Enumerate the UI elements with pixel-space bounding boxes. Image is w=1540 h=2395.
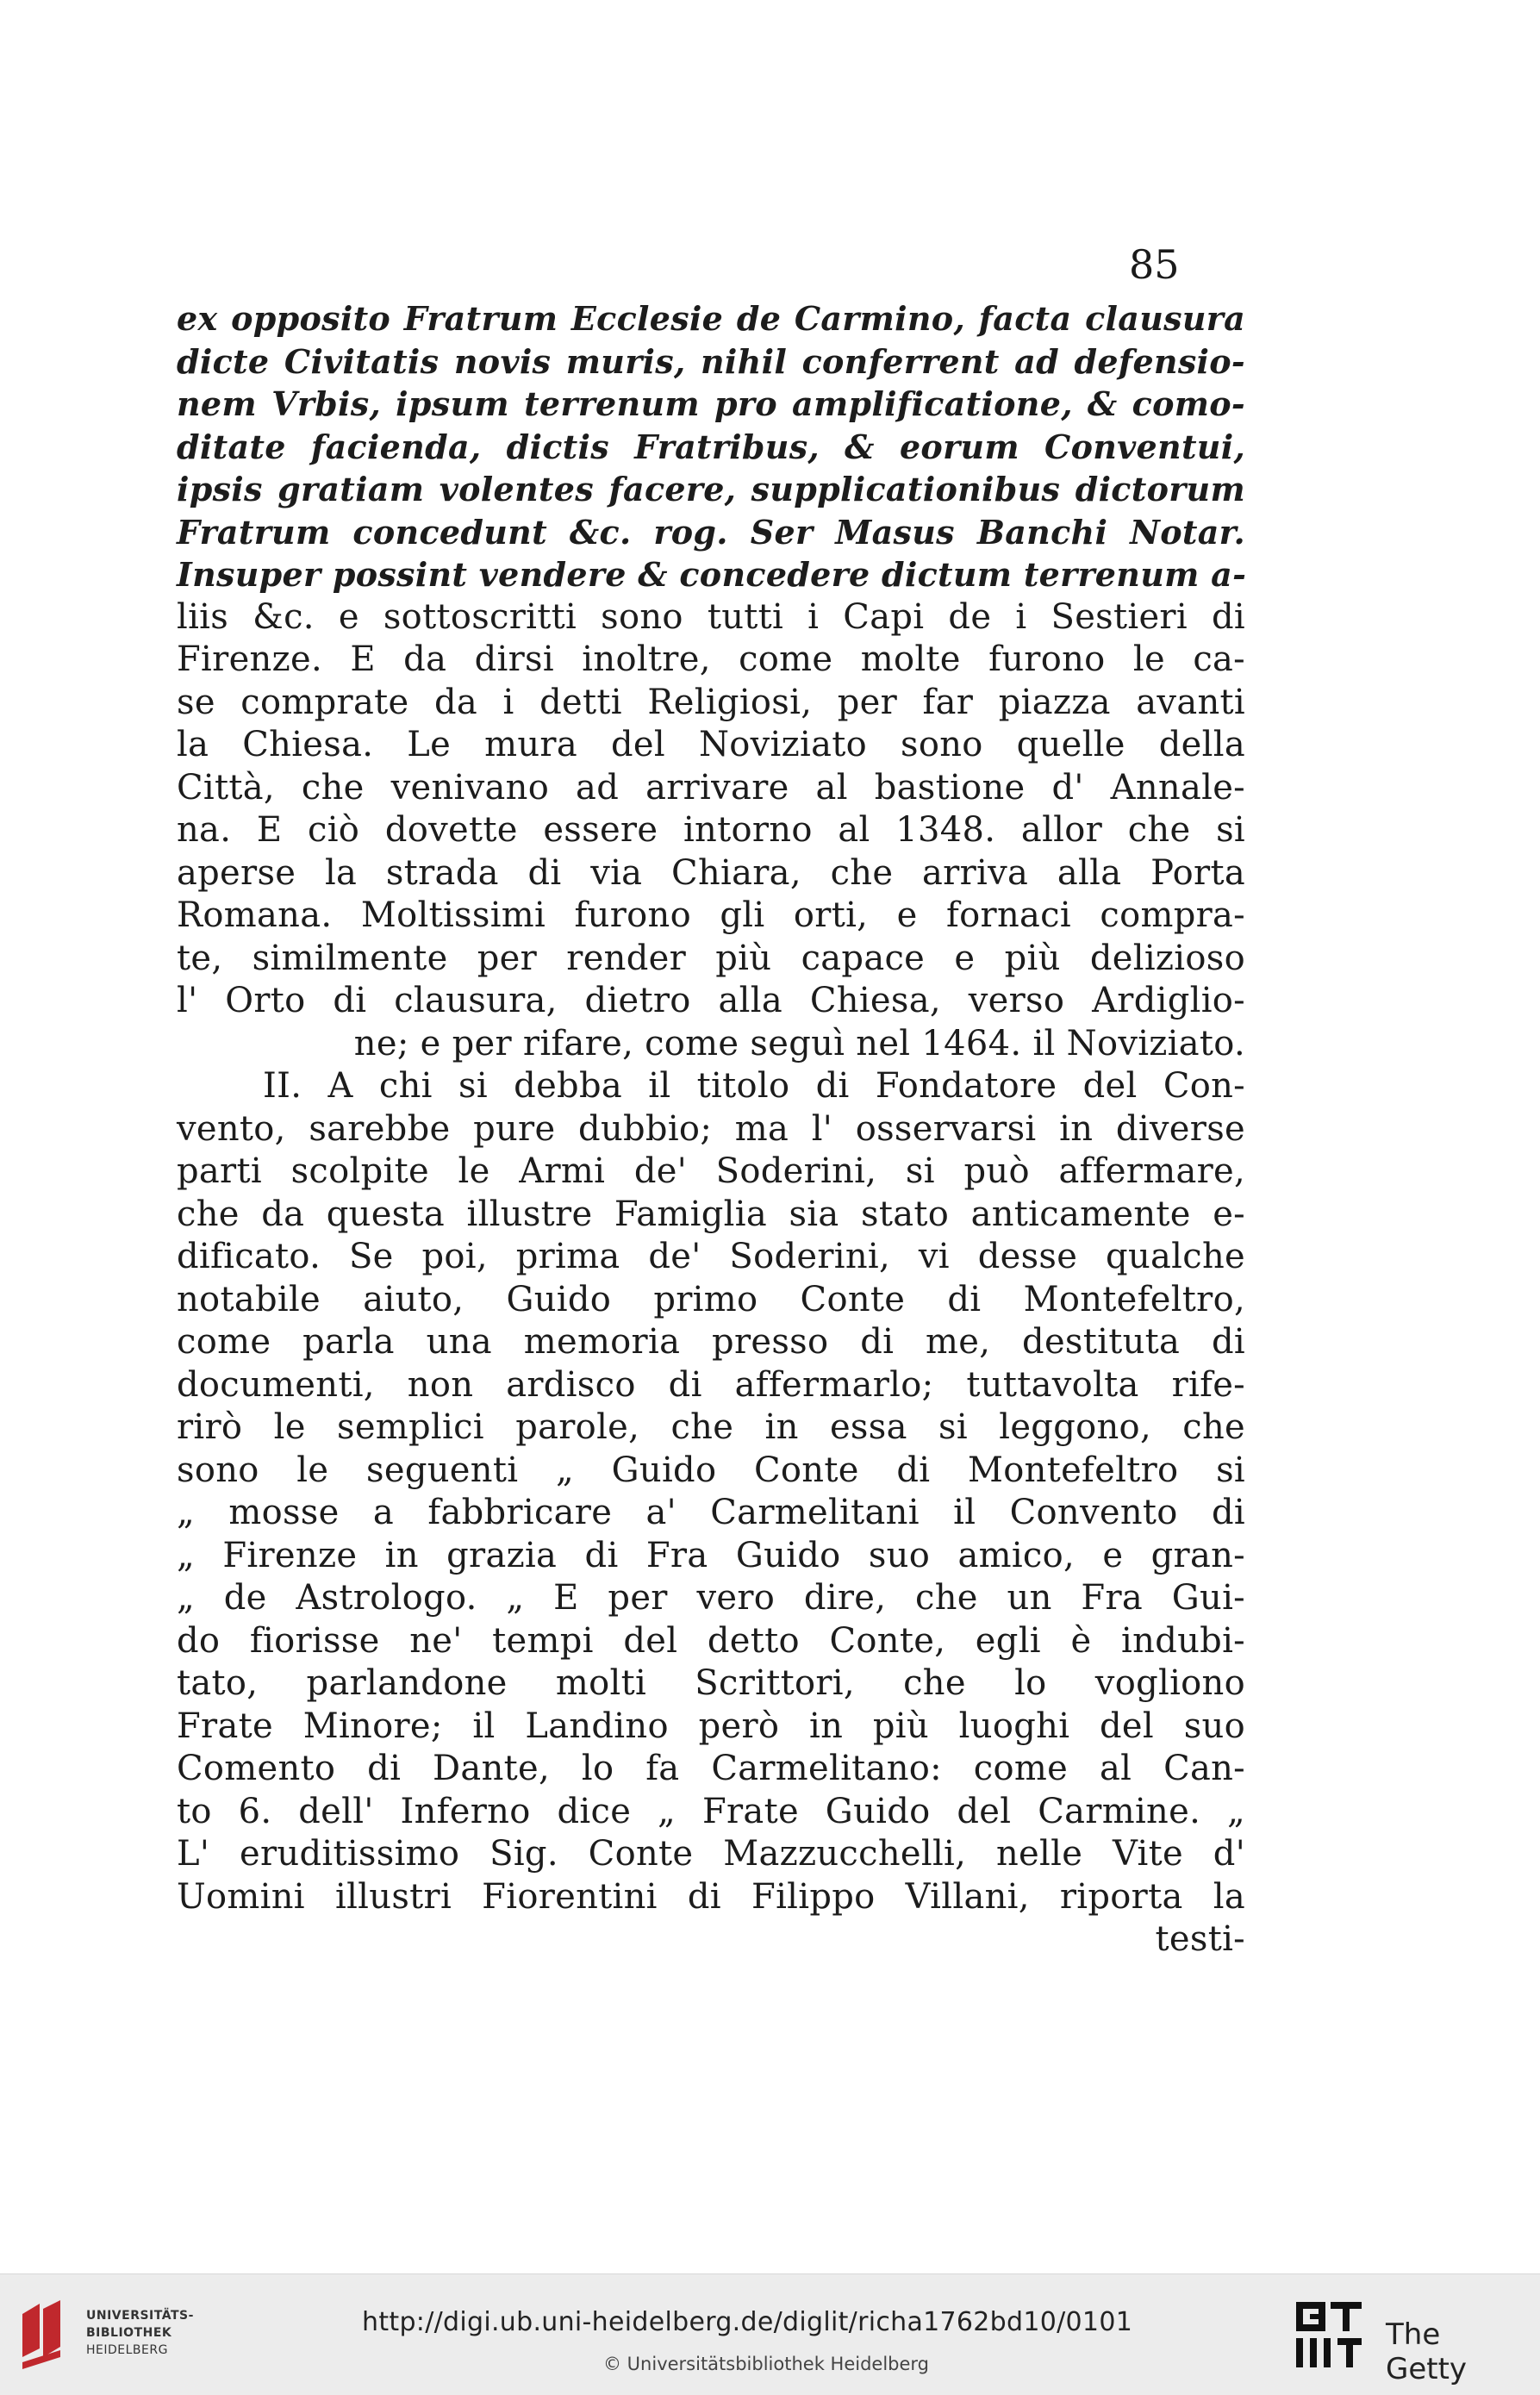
text-line: la Chiesa. Le mura del Noviziato sono quelle della bbox=[177, 725, 1245, 764]
text-line: Fratrum concedunt &c. rog. Ser Masus Banchi Notar. bbox=[177, 512, 1245, 552]
page-number: 85 bbox=[1129, 241, 1180, 288]
text-line: L' eruditissimo Sig. Conte Mazzucchelli, nelle Vite d' bbox=[177, 1834, 1245, 1874]
text-line: nem Vrbis, ipsum terrenum pro amplificatione, & como- bbox=[177, 384, 1245, 423]
text-line: Insuper possint vendere & concedere dictum terrenum a- bbox=[177, 555, 1247, 594]
ub-heidelberg-logo-text bbox=[86, 2307, 194, 2359]
text-line: Comento di Dante, lo fa Carmelitano: come al Can- bbox=[177, 1749, 1245, 1788]
text-line: „ de Astrologo. „ E per vero dire, che un Fra Gui- bbox=[177, 1578, 1245, 1618]
text-line: parti scolpite le Armi de' Soderini, si può affermare, bbox=[177, 1151, 1245, 1191]
text-line: Città, che venivano ad arrivare al bastione d' Annale- bbox=[177, 767, 1245, 808]
text-line: Firenze. E da dirsi inoltre, come molte furono le ca- bbox=[177, 639, 1245, 679]
logo-line-3: HEIDELBERG bbox=[86, 2343, 168, 2357]
text-line: se comprate da i detti Religiosi, per far piazza avanti bbox=[177, 682, 1245, 722]
text-line: na. E ciò dovette essere intorno al 1348. allor che si bbox=[177, 810, 1245, 850]
text-line: dificato. Se poi, prima de' Soderini, vi desse qualche bbox=[177, 1237, 1245, 1276]
text-line: Uomini illustri Fiorentini di Filippo Villani, riporta la bbox=[177, 1876, 1245, 1917]
text-line: to 6. dell' Inferno dice „ Frate Guido del Carmine. „ bbox=[177, 1791, 1245, 1831]
text-line: tato, parlandone molti Scrittori, che lo vogliono bbox=[177, 1663, 1245, 1703]
text-line: notabile aiuto, Guido primo Conte di Montefeltro, bbox=[177, 1279, 1245, 1319]
text-line: te, similmente per render più capace e più delizioso bbox=[177, 938, 1245, 978]
text-line: „ mosse a fabbricare a' Carmelitani il Convento di bbox=[177, 1493, 1245, 1532]
text-line: come parla una memoria presso di me, destituta di bbox=[177, 1322, 1245, 1362]
text-line: Frate Minore; il Landino però in più luoghi del suo bbox=[177, 1706, 1245, 1746]
getty-logo[interactable] bbox=[1293, 2298, 1525, 2386]
text-line: testi- bbox=[1155, 1919, 1245, 1959]
text-line: „ Firenze in grazia di Fra Guido suo amico, e gran- bbox=[177, 1535, 1245, 1575]
text-line: dicte Civitatis novis muris, nihil conferrent ad defensio- bbox=[177, 341, 1245, 381]
text-line: Romana. Moltissimi furono gli orti, e fornaci compra- bbox=[177, 895, 1245, 935]
page-url-link[interactable]: http://digi.ub.uni-heidelberg.de/diglit/richa1762bd10/0101 bbox=[362, 2307, 1133, 2337]
text-line: ex opposito Fratrum Ecclesie de Carmino, facta clausura bbox=[177, 299, 1245, 338]
text-line: vento, sarebbe pure dubbio; ma l' osservarsi in diverse bbox=[177, 1108, 1245, 1149]
footer-bar bbox=[0, 2273, 1540, 2395]
text-line: ditate facienda, dictis Fratribus, & eorum Conventui, bbox=[177, 427, 1245, 466]
text-line: do fiorisse ne' tempi del detto Conte, egli è indubi- bbox=[177, 1620, 1245, 1661]
logo-line-2: BIBLIOTHEK bbox=[86, 2326, 172, 2340]
text-line: aperse la strada di via Chiara, che arriva alla Porta bbox=[177, 852, 1245, 893]
text-line: rirò le semplici parole, che in essa si leggono, che bbox=[177, 1407, 1245, 1447]
ub-heidelberg-logo-icon bbox=[14, 2297, 74, 2371]
text-line: ipsis gratiam volentes facere, supplicationibus dictorum bbox=[177, 470, 1245, 508]
text-line: II. A chi si debba il titolo di Fondatore del Con- bbox=[263, 1066, 1245, 1106]
getty-logo-text: The Getty bbox=[1386, 2317, 1468, 2386]
text-line: ne; e per rifare, come seguì nel 1464. il Noviziato. bbox=[353, 1023, 1245, 1063]
text-line: l' Orto di clausura, dietro alla Chiesa, verso Ardiglio- bbox=[177, 981, 1245, 1020]
text-line: che da questa illustre Famiglia sia stato anticamente e- bbox=[177, 1194, 1245, 1234]
logo-line-1: UNIVERSITÄTS- bbox=[86, 2309, 194, 2323]
text-line: liis &c. e sottoscritti sono tutti i Capi de i Sestieri di bbox=[177, 596, 1245, 637]
ub-heidelberg-logo[interactable] bbox=[14, 2297, 195, 2371]
text-line: documenti, non ardisco di affermarlo; tuttavolta rife- bbox=[177, 1364, 1245, 1405]
getty-logo-icon bbox=[1293, 2298, 1365, 2371]
text-line: sono le seguenti „ Guido Conte di Montefeltro si bbox=[177, 1450, 1245, 1490]
body-text bbox=[177, 297, 1245, 1962]
copyright-notice: © Universitätsbibliothek Heidelberg bbox=[603, 2354, 930, 2374]
